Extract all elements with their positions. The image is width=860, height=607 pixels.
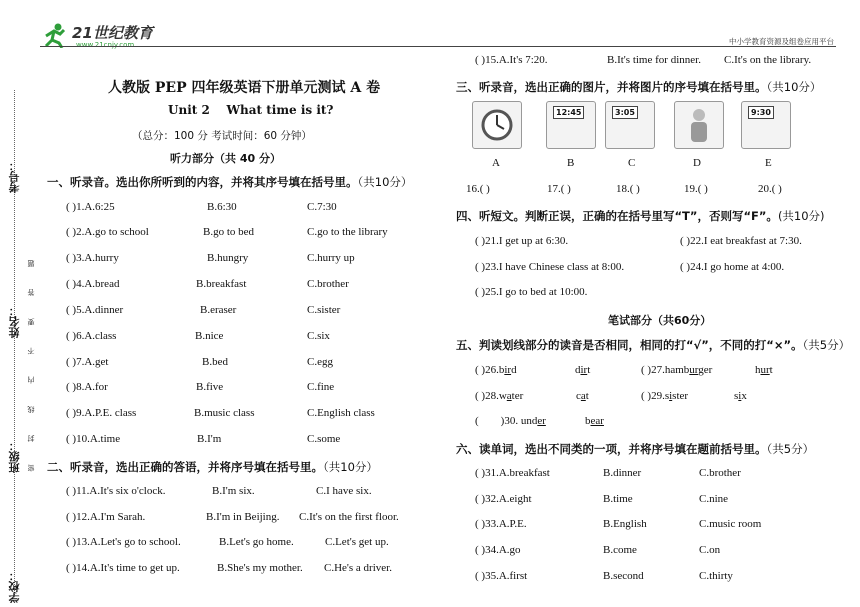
q9-option-c: C.English class	[307, 407, 375, 419]
platform-name: 中小学教育资源及组卷应用平台	[729, 37, 834, 46]
q19-answer: 19.( )	[684, 183, 708, 195]
q26-word2: dirt	[575, 364, 591, 376]
section1-title: 一、听录音。选出你所听到的内容，并将其序号填在括号里。（共10分）	[47, 175, 413, 189]
q9-option-b: B.music class	[194, 407, 255, 419]
name-label: 姓名：	[8, 305, 21, 338]
q2-option-b: B.go to bed	[203, 226, 255, 238]
q15-stem: ( )15.A.It's 7:20.	[475, 54, 548, 66]
q33-stem: ( )33.A.P.E.	[475, 518, 527, 530]
exam-number-label: 考号：	[8, 160, 21, 193]
listening-part-title: 听力部分（共 40 分）	[170, 152, 281, 165]
section2-title: 二、听录音，选出正确的答语，并将序号填在括号里。（共10分）	[47, 460, 378, 474]
q11-option-c: C.I have six.	[316, 485, 372, 497]
q23-item: ( )23.I have Chinese class at 8:00.	[475, 261, 625, 273]
q8-option-b: B.five	[196, 381, 224, 393]
picture-d	[674, 101, 724, 149]
q14-option-b: B.She's my mother.	[217, 562, 303, 574]
picture-c	[605, 101, 655, 149]
runner-logo-icon	[42, 22, 68, 48]
q34-stem: ( )34.A.go	[475, 544, 521, 556]
q14-stem: ( )14.A.It's time to get up.	[66, 562, 180, 574]
q30-word2: bear	[585, 415, 604, 427]
q30-item: ( )30. under	[475, 415, 546, 427]
q2-stem: ( )2.A.go to school	[66, 226, 149, 238]
q13-stem: ( )13.A.Let's go to school.	[66, 536, 181, 548]
q10-option-b: B.I'm	[197, 433, 222, 445]
section3-title: 三、听录音，选出正确的图片，并将图片的序号填在括号里。（共10分）	[456, 80, 822, 94]
picture-e	[741, 101, 791, 149]
q24-item: ( )24.I go home at 4:00.	[680, 261, 785, 273]
q1-option-b: B.6:30	[207, 201, 237, 213]
q13-option-b: B.Let's go home.	[219, 536, 294, 548]
q9-stem: ( )9.A.P.E. class	[66, 407, 137, 419]
person-icon	[675, 102, 723, 148]
q35-option-c: C.thirty	[699, 570, 733, 582]
q13-option-c: C.Let's get up.	[325, 536, 389, 548]
picture-e-clock-time: 9:30	[748, 106, 774, 119]
q32-option-b: B.time	[603, 493, 633, 505]
q4-stem: ( )4.A.bread	[66, 278, 120, 290]
class-label: 班级：	[8, 440, 21, 473]
q10-stem: ( )10.A.time	[66, 433, 121, 445]
q7-option-c: C.egg	[307, 356, 333, 368]
q8-option-c: C.fine	[307, 381, 335, 393]
q12-stem: ( )12.A.I'm Sarah.	[66, 511, 146, 523]
q33-option-b: B.English	[603, 518, 647, 530]
q8-stem: ( )8.A.for	[66, 381, 108, 393]
picture-c-letter: C	[628, 157, 636, 169]
picture-c-clock-time: 3:05	[612, 106, 638, 119]
q32-stem: ( )32.A.eight	[475, 493, 532, 505]
q7-option-b: B.bed	[202, 356, 228, 368]
q31-option-c: C.brother	[699, 467, 741, 479]
picture-a-letter: A	[492, 157, 500, 169]
q21-item: ( )21.I get up at 6:30.	[475, 235, 569, 247]
q5-stem: ( )5.A.dinner	[66, 304, 124, 316]
q18-answer: 18.( )	[616, 183, 640, 195]
exam-info: （总分：100 分 考试时间：60 分钟）	[132, 130, 312, 142]
q31-option-b: B.dinner	[603, 467, 642, 479]
q15-option-c: C.It's on the library.	[724, 54, 812, 66]
section5-title: 五、判读划线部分的读音是否相同，相同的打“√”，不同的打“×”。（共5分）	[456, 338, 851, 352]
q7-stem: ( )7.A.get	[66, 356, 109, 368]
q35-stem: ( )35.A.first	[475, 570, 528, 582]
q14-option-c: C.He's a driver.	[324, 562, 392, 574]
q5-option-b: B.eraser	[200, 304, 237, 316]
q29-item: ( )29.sister	[641, 390, 689, 402]
q28-word2: cat	[576, 390, 589, 402]
picture-d-letter: D	[693, 157, 701, 169]
q4-option-b: B.breakfast	[196, 278, 247, 290]
written-part-title: 笔试部分（共60分）	[608, 314, 712, 327]
q31-stem: ( )31.A.breakfast	[475, 467, 550, 479]
q29-word2: six	[734, 390, 747, 402]
q11-option-b: B.I'm six.	[212, 485, 255, 497]
q15-option-b: B.It's time for dinner.	[607, 54, 701, 66]
q20-answer: 20.( )	[758, 183, 782, 195]
header-rule	[40, 46, 836, 47]
logo-url: www.21cnjy.com	[76, 41, 135, 49]
q34-option-c: C.on	[699, 544, 721, 556]
picture-b-letter: B	[567, 157, 575, 169]
q3-stem: ( )3.A.hurry	[66, 252, 119, 264]
q6-stem: ( )6.A.class	[66, 330, 117, 342]
q27-item: ( )27.hamburger	[641, 364, 713, 376]
q22-item: ( )22.I eat breakfast at 7:30.	[680, 235, 802, 247]
q35-option-b: B.second	[603, 570, 644, 582]
picture-b	[546, 101, 596, 149]
q2-option-c: C.go to the library	[307, 226, 388, 238]
q10-option-c: C.some	[307, 433, 341, 445]
q25-item: ( )25.I go to bed at 10:00.	[475, 286, 588, 298]
clock-icon	[473, 102, 521, 148]
section4-title: 四、听短文。判断正误，正确的在括号里写“T”，否则写“F”。(共10分)	[456, 209, 825, 223]
q32-option-c: C.nine	[699, 493, 729, 505]
logo-text: 21世纪教育	[72, 24, 153, 42]
q1-stem: ( )1.A.6:25	[66, 201, 115, 213]
q6-option-b: B.nice	[195, 330, 224, 342]
site-logo	[42, 20, 152, 52]
q6-option-c: C.six	[307, 330, 330, 342]
q27-word2: hurt	[755, 364, 773, 376]
q34-option-b: B.come	[603, 544, 637, 556]
q12-option-b: B.I'm in Beijing.	[206, 511, 280, 523]
q11-stem: ( )11.A.It's six o'clock.	[66, 485, 166, 497]
q3-option-b: B.hungry	[207, 252, 249, 264]
q3-option-c: C.hurry up	[307, 252, 355, 264]
unit-title: Unit 2 What time is it?	[168, 103, 334, 117]
q5-option-c: C.sister	[307, 304, 341, 316]
q1-option-c: C.7:30	[307, 201, 337, 213]
q28-item: ( )28.water	[475, 390, 524, 402]
q12-option-c: C.It's on the first floor.	[299, 511, 399, 523]
q26-item: ( )26.bird	[475, 364, 517, 376]
seal-line-text: 密 封 线 内 不 要 答 题	[27, 250, 35, 472]
section6-title: 六、读单词，选出不同类的一项，并将序号填在题前括号里。（共5分）	[456, 442, 815, 456]
q17-answer: 17.( )	[547, 183, 571, 195]
exam-title: 人教版 PEP 四年级英语下册单元测试 A 卷	[108, 80, 381, 96]
q4-option-c: C.brother	[307, 278, 349, 290]
picture-a	[472, 101, 522, 149]
picture-b-clock-time: 12:45	[553, 106, 584, 119]
picture-e-letter: E	[765, 157, 772, 169]
q33-option-c: C.music room	[699, 518, 762, 530]
school-label: 学校：	[8, 570, 21, 603]
q16-answer: 16.( )	[466, 183, 490, 195]
